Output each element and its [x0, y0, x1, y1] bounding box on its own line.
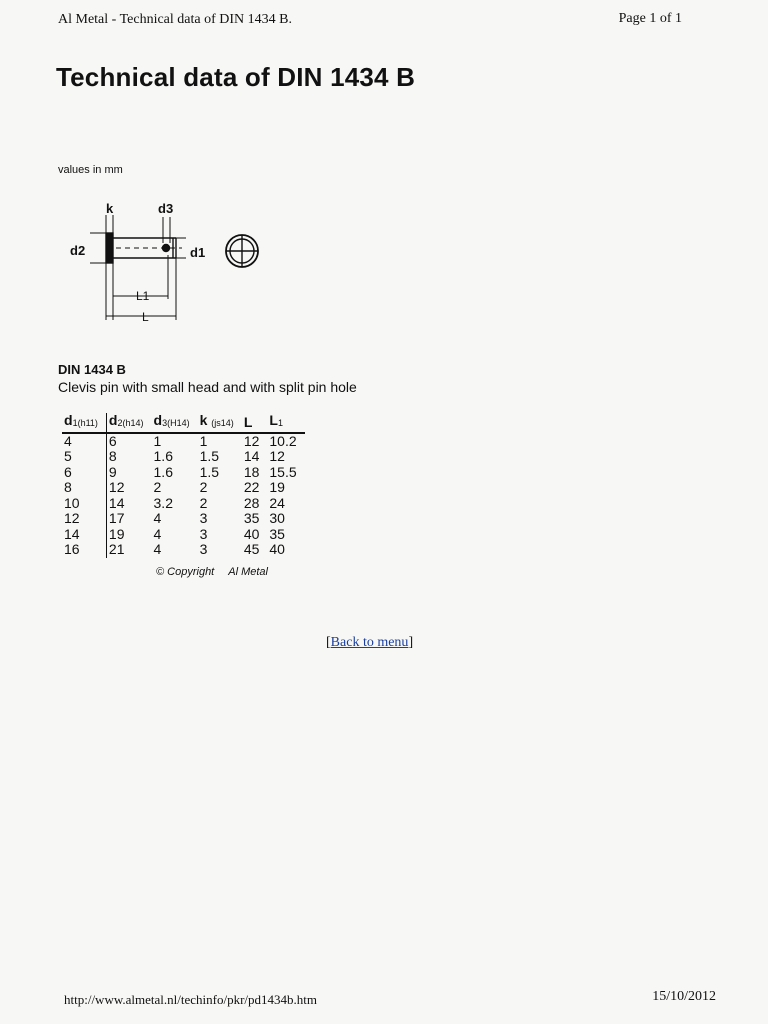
- cell-k: 3: [199, 510, 208, 526]
- cell-k: 2: [199, 479, 208, 495]
- cell-k: 3: [199, 525, 208, 542]
- col-header-d3: $d_{3(H14)}$: [152, 413, 198, 433]
- cell-d3: 1.6: [153, 448, 173, 464]
- cell-d1: 14: [64, 525, 80, 542]
- standard-code: DIN 1434 B: [58, 362, 126, 377]
- cell-l: 12: [243, 432, 260, 449]
- cell-k: 1.5: [199, 463, 220, 480]
- label-l: L: [142, 310, 149, 324]
- table-row: [62, 527, 305, 543]
- cell-l1: 40: [269, 541, 285, 557]
- cell-l: 45: [243, 541, 260, 557]
- cell-l: 35: [243, 510, 260, 526]
- back-link-wrapper: [Back to menu]: [326, 635, 414, 650]
- copyright-text: © Copyright: [156, 566, 215, 578]
- cell-d3: 4: [153, 541, 162, 557]
- label-k: k: [106, 201, 114, 216]
- col-header-d2: $d_{2(h14)}$: [106, 413, 151, 433]
- units-note: values in mm: [58, 164, 123, 176]
- standard-description: Clevis pin with small head and with split pin hole: [58, 379, 357, 395]
- cell-l1: 19: [269, 479, 285, 495]
- cell-d2: 14: [106, 496, 151, 512]
- cell-d2: 21: [106, 542, 151, 558]
- table-row: [62, 449, 305, 465]
- col-header-l1: $L_1$: [267, 413, 304, 433]
- label-l1: L1: [136, 289, 150, 303]
- cell-d1: 5: [64, 448, 72, 464]
- back-to-menu-link[interactable]: Back to menu: [330, 635, 409, 650]
- cell-d3: 1.6: [153, 463, 173, 480]
- table-row: [62, 511, 305, 527]
- dimension-table: [62, 413, 305, 558]
- copyright-brand: Al Metal: [228, 566, 268, 578]
- table-row: [62, 465, 305, 481]
- cell-l1: 24: [269, 494, 285, 511]
- copyright: [156, 566, 268, 578]
- cell-d1: 8: [64, 479, 72, 495]
- table-row: [62, 496, 305, 512]
- cell-d1: 6: [64, 463, 72, 480]
- cell-k: 3: [199, 541, 208, 557]
- cell-l: 28: [243, 494, 260, 511]
- table-row: [62, 542, 305, 558]
- cell-d3: 4: [153, 525, 162, 542]
- cell-l1: 12: [269, 448, 285, 464]
- cell-d1: 16: [64, 541, 80, 557]
- footer-url: http://www.almetal.nl/techinfo/pkr/pd1434b.htm: [64, 992, 317, 1007]
- pin-head: [106, 233, 113, 263]
- cell-k: 2: [199, 494, 208, 511]
- cell-d1: 4: [64, 432, 72, 449]
- cell-l: 40: [243, 525, 260, 542]
- col-header-k: k $_{(js14)}$: [198, 413, 242, 433]
- col-header-d1: $d_{1(h11)}$: [62, 413, 106, 433]
- clevis-pin-diagram: [60, 195, 280, 330]
- cell-d3: 4: [153, 510, 162, 526]
- label-d3: d3: [158, 201, 174, 216]
- cell-d2: 8: [106, 449, 151, 465]
- cell-l1: 10.2: [269, 432, 297, 449]
- col-header-l: L: [242, 413, 268, 433]
- cell-d2: 6: [106, 433, 151, 450]
- cell-d1: 10: [64, 494, 80, 511]
- cell-k: 1.5: [199, 448, 220, 464]
- cell-d2: 17: [106, 511, 151, 527]
- cell-d3: 3.2: [153, 494, 173, 511]
- cell-d3: 1: [153, 432, 162, 449]
- cell-l1: 30: [269, 510, 285, 526]
- print-header-title: Al Metal - Technical data of DIN 1434 B.: [58, 12, 292, 27]
- cell-l: 22: [243, 479, 260, 495]
- label-d1: d1: [190, 245, 206, 260]
- cell-k: 1: [199, 432, 208, 449]
- cell-l: 14: [243, 448, 260, 464]
- table-header-row: [62, 413, 305, 433]
- cell-d2: 19: [106, 527, 151, 543]
- cell-l1: 35: [269, 525, 285, 542]
- page-title: Technical data of DIN 1434 B: [56, 62, 416, 92]
- table-row: [62, 433, 305, 450]
- cell-l1: 15.5: [269, 463, 297, 480]
- cell-d3: 2: [153, 479, 162, 495]
- cell-l: 18: [243, 463, 260, 480]
- cell-d2: 9: [106, 465, 151, 481]
- table-row: [62, 480, 305, 496]
- cell-d2: 12: [106, 480, 151, 496]
- cell-d1: 12: [64, 510, 80, 526]
- label-d2: d2: [70, 243, 86, 258]
- footer-date: 15/10/2012: [652, 989, 716, 1004]
- print-header-page: Page 1 of 1: [618, 11, 682, 26]
